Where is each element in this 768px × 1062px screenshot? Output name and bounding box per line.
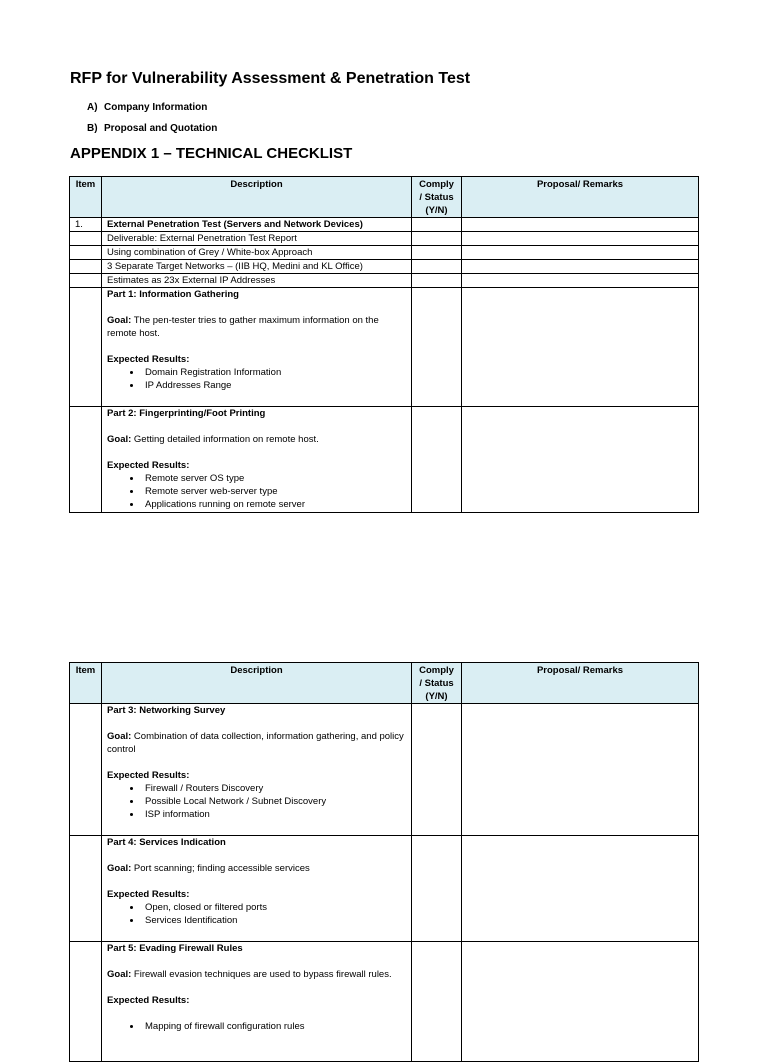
table-row-part-2 <box>70 407 699 513</box>
list-item: • Open, closed or filtered ports <box>142 901 406 914</box>
table-row <box>70 274 699 288</box>
comply-cell[interactable] <box>412 246 462 260</box>
part-goal: Goal: Firewall evasion techniques are used to bypass firewall rules. <box>107 969 392 980</box>
expected-results-label: Expected Results: <box>107 460 190 471</box>
comply-cell[interactable] <box>412 260 462 274</box>
list-item: • IP Addresses Range <box>142 379 406 392</box>
header-comply <box>412 663 462 704</box>
header-remarks: Proposal/ Remarks <box>462 663 699 704</box>
part-description <box>102 288 412 407</box>
remarks-cell[interactable] <box>462 246 699 260</box>
row-description: Estimates as 23x External IP Addresses <box>102 274 412 288</box>
comply-cell[interactable] <box>412 836 462 942</box>
part-title: Part 5: Evading Firewall Rules <box>107 943 243 954</box>
item-cell <box>70 260 102 274</box>
comply-cell[interactable] <box>412 704 462 836</box>
comply-cell[interactable] <box>412 218 462 232</box>
header-comply-line: / Status <box>419 678 454 689</box>
comply-cell[interactable] <box>412 274 462 288</box>
comply-cell[interactable] <box>412 942 462 1062</box>
item-number: 1. <box>70 218 102 232</box>
remarks-cell[interactable] <box>462 260 699 274</box>
expected-results-label: Expected Results: <box>107 354 190 365</box>
part-goal: Goal: Port scanning; finding accessible services <box>107 863 310 874</box>
outline-label: Proposal and Quotation <box>104 123 218 134</box>
table-row <box>70 246 699 260</box>
remarks-cell[interactable] <box>462 704 699 836</box>
comply-cell[interactable] <box>412 407 462 513</box>
item-cell <box>70 232 102 246</box>
header-item: Item <box>70 177 102 218</box>
part-title: Part 2: Fingerprinting/Foot Printing <box>107 408 266 419</box>
item-cell <box>70 407 102 513</box>
item-cell <box>70 246 102 260</box>
remarks-cell[interactable] <box>462 288 699 407</box>
list-item: • Mapping of firewall configuration rules <box>142 1020 406 1033</box>
table-header-row <box>70 663 699 704</box>
list-item: • Services Identification <box>142 914 406 927</box>
comply-cell[interactable] <box>412 232 462 246</box>
header-item: Item <box>70 663 102 704</box>
header-comply-line: Comply <box>419 665 454 676</box>
remarks-cell[interactable] <box>462 232 699 246</box>
table-header-row <box>70 177 699 218</box>
part-description <box>102 704 412 836</box>
row-heading: External Penetration Test (Servers and Network Devices) <box>102 218 412 232</box>
appendix-title: APPENDIX 1 – TECHNICAL CHECKLIST <box>70 145 353 162</box>
outline-label: Company Information <box>104 102 208 113</box>
results-list <box>107 1020 406 1033</box>
table-row <box>70 260 699 274</box>
outline-item-b <box>87 123 217 134</box>
item-cell <box>70 836 102 942</box>
part-goal: Goal: The pen-tester tries to gather maximum information on the remote host. <box>107 315 379 339</box>
remarks-cell[interactable] <box>462 218 699 232</box>
part-title: Part 3: Networking Survey <box>107 705 226 716</box>
item-cell <box>70 942 102 1062</box>
part-title: Part 1: Information Gathering <box>107 289 239 300</box>
remarks-cell[interactable] <box>462 836 699 942</box>
outline-marker: A) <box>87 102 98 113</box>
header-comply-line: Comply <box>419 179 454 190</box>
row-description: Deliverable: External Penetration Test Report <box>102 232 412 246</box>
table-row-part-3 <box>70 704 699 836</box>
expected-results-label: Expected Results: <box>107 770 190 781</box>
table-row <box>70 218 699 232</box>
part-goal: Goal: Getting detailed information on remote host. <box>107 434 319 445</box>
outline-marker: B) <box>87 123 98 134</box>
item-cell <box>70 288 102 407</box>
list-item: • Remote server web-server type <box>142 485 406 498</box>
header-comply-line: (Y/N) <box>425 691 448 702</box>
results-list <box>107 366 406 392</box>
item-cell <box>70 704 102 836</box>
table-row-part-5 <box>70 942 699 1062</box>
item-cell <box>70 274 102 288</box>
header-remarks: Proposal/ Remarks <box>462 177 699 218</box>
header-description: Description <box>102 177 412 218</box>
part-description <box>102 942 412 1062</box>
part-description <box>102 407 412 513</box>
row-description: Using combination of Grey / White-box Approach <box>102 246 412 260</box>
list-item: • Domain Registration Information <box>142 366 406 379</box>
list-item: • Firewall / Routers Discovery <box>142 782 406 795</box>
remarks-cell[interactable] <box>462 274 699 288</box>
results-list <box>107 901 406 927</box>
row-description: 3 Separate Target Networks – (IIB HQ, Medini and KL Office) <box>102 260 412 274</box>
header-comply-line: (Y/N) <box>425 205 448 216</box>
checklist-table-2 <box>69 662 699 1062</box>
header-description: Description <box>102 663 412 704</box>
part-title: Part 4: Services Indication <box>107 837 226 848</box>
document-title: RFP for Vulnerability Assessment & Penetration Test <box>70 70 471 87</box>
table-row-part-1 <box>70 288 699 407</box>
results-list <box>107 472 406 511</box>
list-item: • Remote server OS type <box>142 472 406 485</box>
expected-results-label: Expected Results: <box>107 995 190 1006</box>
comply-cell[interactable] <box>412 288 462 407</box>
header-comply-line: / Status <box>419 192 454 203</box>
table-row-part-4 <box>70 836 699 942</box>
part-description <box>102 836 412 942</box>
list-item: • Possible Local Network / Subnet Discovery <box>142 795 406 808</box>
list-item: • Applications running on remote server <box>142 498 406 511</box>
results-list <box>107 782 406 821</box>
table-row <box>70 232 699 246</box>
outline-item-a <box>87 102 207 113</box>
expected-results-label: Expected Results: <box>107 889 190 900</box>
header-comply <box>412 177 462 218</box>
remarks-cell[interactable] <box>462 942 699 1062</box>
list-item: • ISP information <box>142 808 406 821</box>
part-goal: Goal: Combination of data collection, information gathering, and policy control <box>107 731 404 755</box>
remarks-cell[interactable] <box>462 407 699 513</box>
checklist-table-1 <box>69 176 699 513</box>
